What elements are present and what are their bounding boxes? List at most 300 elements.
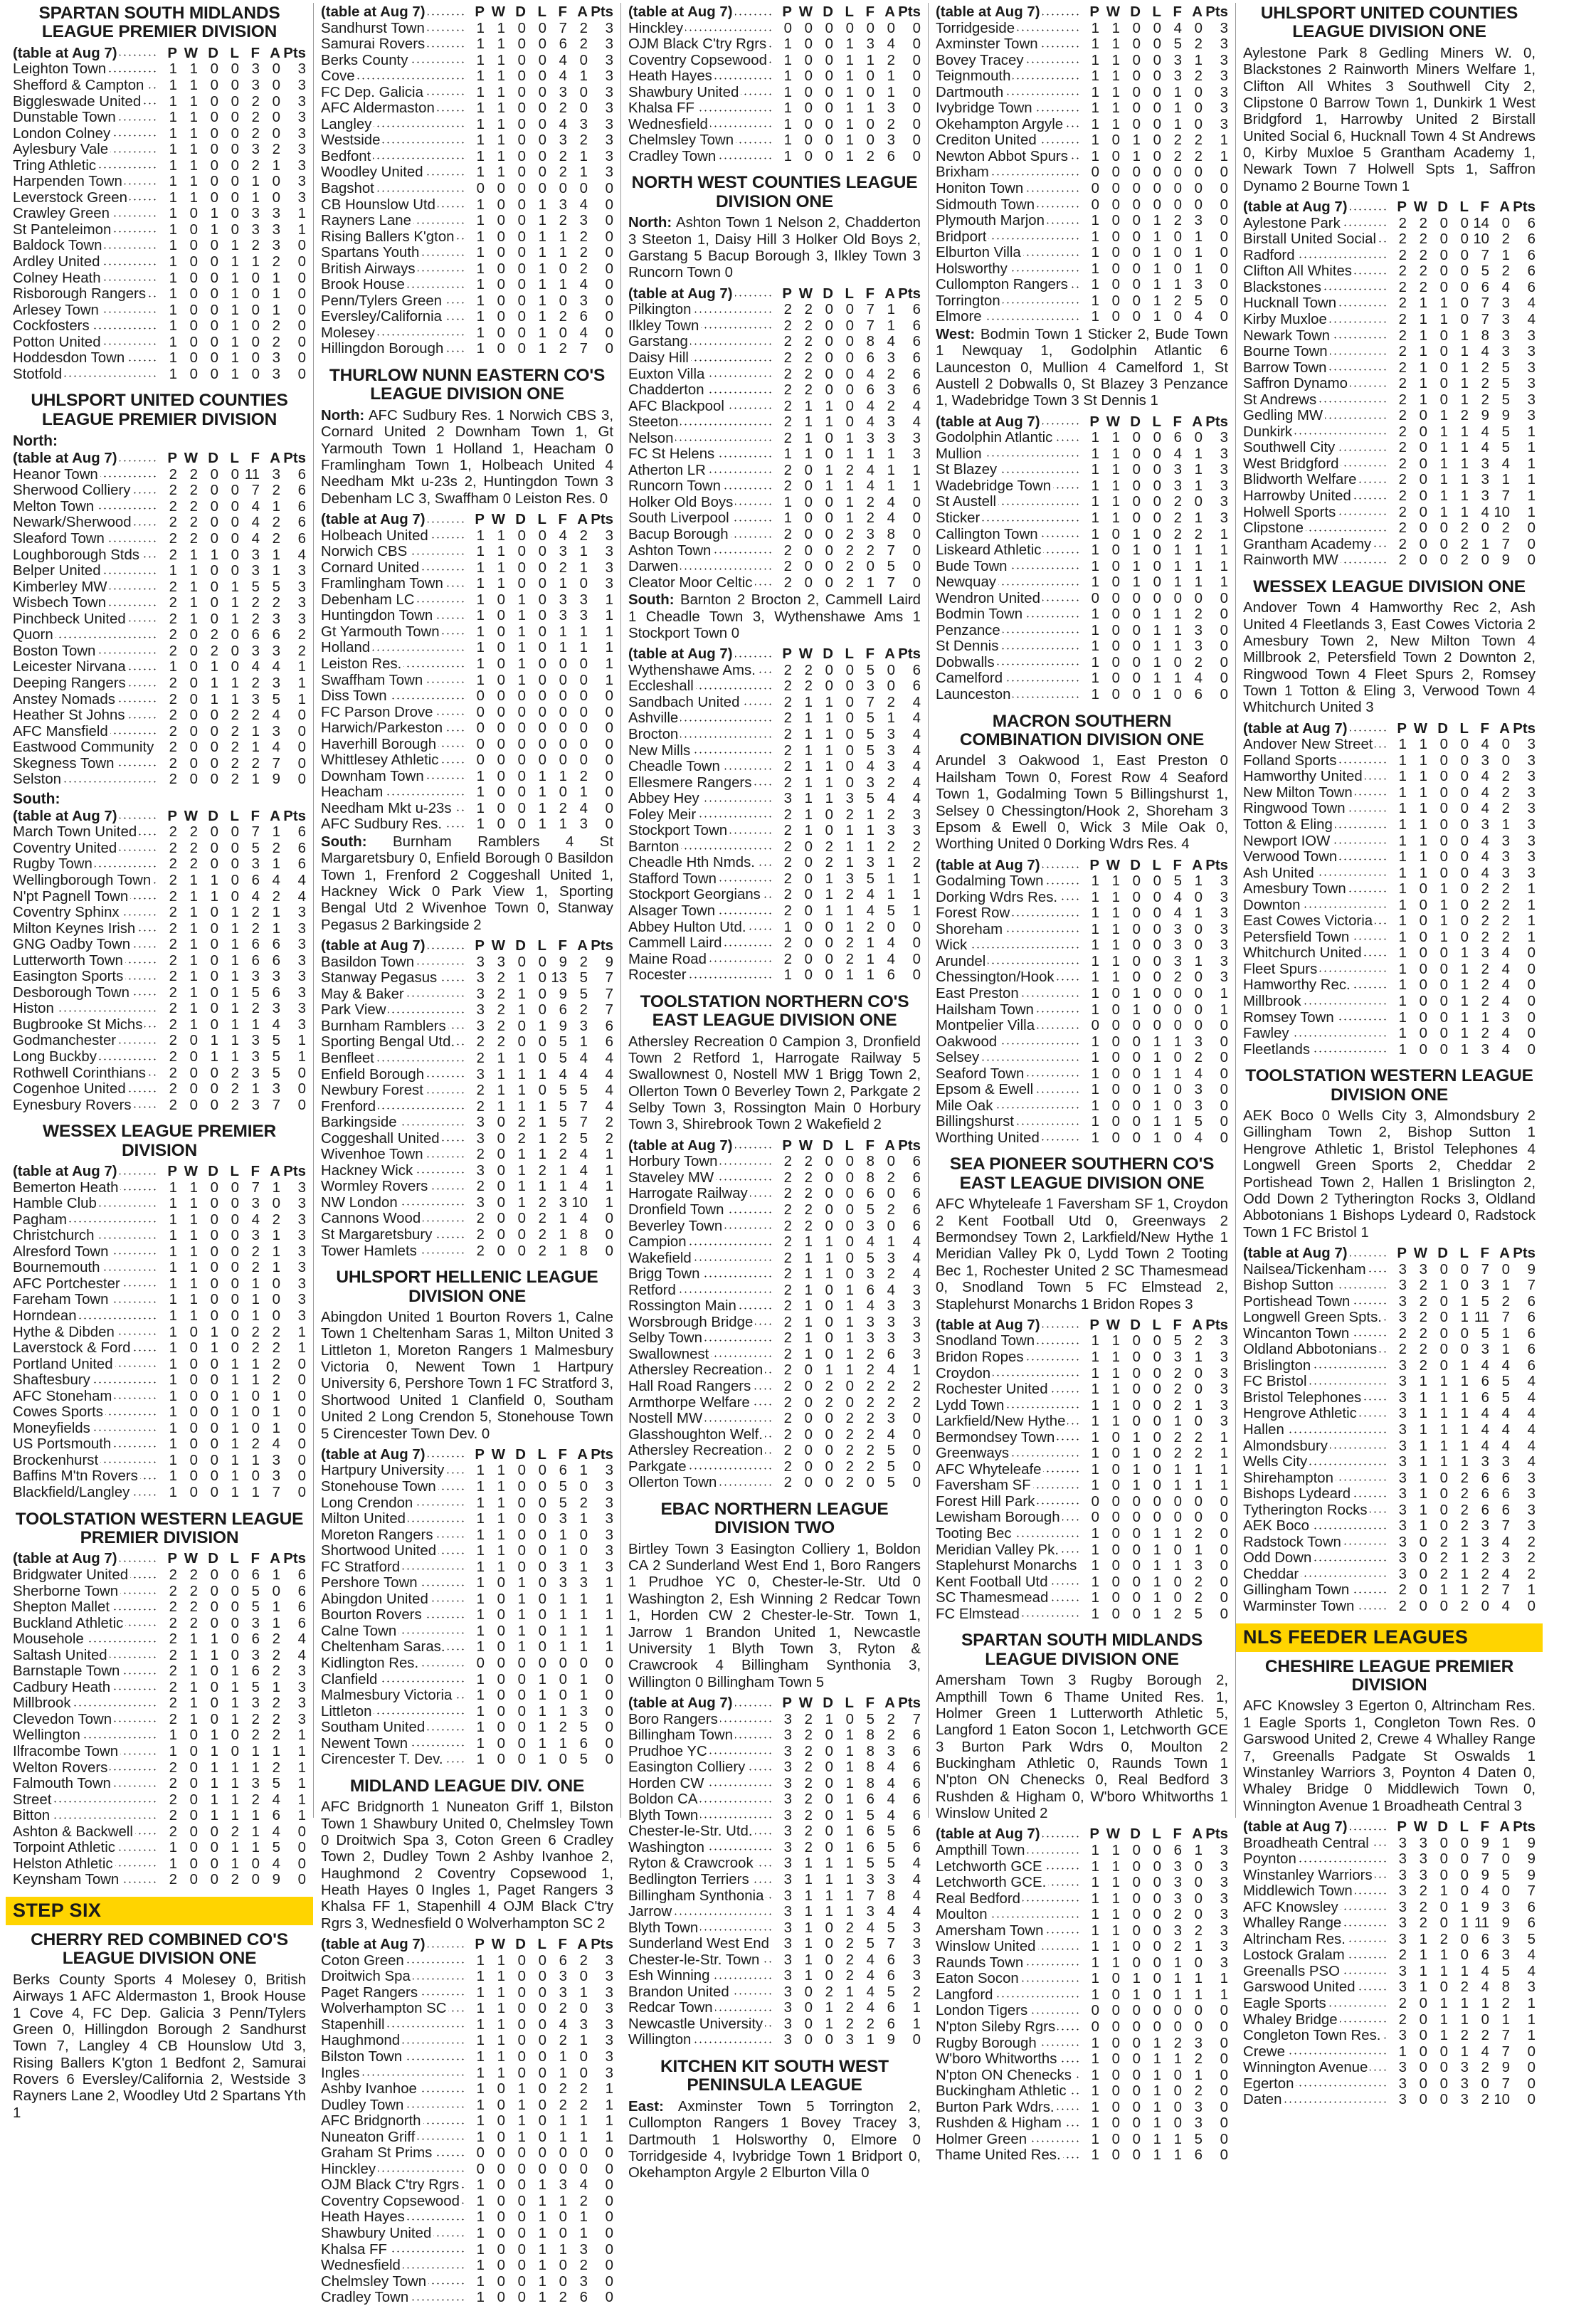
- stat-d: 0: [1439, 376, 1448, 392]
- stat-p: 1: [169, 1468, 177, 1485]
- stat-a: 3: [272, 238, 280, 254]
- stat-l: 1: [1460, 1026, 1469, 1042]
- stat-pts: 3: [1220, 116, 1228, 132]
- stat-w: 1: [1111, 478, 1120, 494]
- table-row: [1243, 1883, 1536, 1900]
- table-row: [936, 638, 1228, 655]
- stat-pts: 6: [1527, 215, 1536, 231]
- stat-a: 2: [887, 806, 895, 823]
- table-row: [321, 1211, 613, 1227]
- stat-d: 0: [1132, 309, 1141, 325]
- stat-f: 4: [251, 498, 260, 515]
- stat-f: 3: [1481, 456, 1489, 472]
- stat-f: 5: [559, 1051, 567, 1067]
- stat-f: 3: [1173, 478, 1182, 494]
- stat-f: 3: [251, 856, 260, 873]
- stat-pts: 4: [912, 774, 921, 791]
- stat-w: 1: [1419, 1374, 1427, 1390]
- stat-d: 0: [1132, 1333, 1141, 1349]
- stat-p: 3: [783, 791, 792, 807]
- stat-f: 2: [1481, 2060, 1489, 2076]
- stat-a: 5: [1501, 423, 1510, 440]
- team-name: Gedling MW: [1243, 408, 1386, 424]
- stat-a: 4: [272, 1855, 280, 1872]
- stat-f: 9: [559, 954, 567, 970]
- stat-d: 0: [1439, 801, 1448, 817]
- stat-d: 0: [1132, 2099, 1141, 2115]
- stat-l: 0: [231, 93, 239, 110]
- league-table-toolstation-western-prem: [13, 1551, 306, 1888]
- stat-d: 0: [210, 78, 218, 93]
- stat-a: 0: [887, 662, 895, 678]
- team-name: Wivenhoe Town: [321, 1147, 464, 1163]
- stat-w: 0: [1419, 2028, 1427, 2044]
- stat-p: 1: [169, 174, 177, 190]
- stat-w: 2: [804, 662, 813, 678]
- league-table-toolstation-western-one: [1243, 1246, 1536, 1615]
- league-heading-cheshire-prem: CHESHIRE LEAGUE PREMIER DIVISION: [1264, 1656, 1514, 1695]
- stat-d: 0: [1439, 536, 1448, 552]
- table-header-l: L: [1152, 414, 1161, 430]
- stat-p: 1: [169, 189, 177, 206]
- stat-p: 0: [476, 181, 485, 197]
- stat-d: 0: [517, 260, 526, 277]
- stat-pts: 3: [297, 1196, 306, 1212]
- table-row: [321, 656, 613, 673]
- stat-pts: 0: [912, 52, 921, 68]
- stat-pts: 3: [605, 132, 613, 149]
- stat-d: 0: [517, 1543, 526, 1559]
- stat-p: 3: [1398, 1534, 1407, 1550]
- stat-w: 0: [1111, 2115, 1120, 2132]
- stat-d: 0: [517, 954, 526, 970]
- stat-f: 3: [1173, 68, 1182, 85]
- stat-w: 1: [189, 595, 198, 611]
- stat-d: 0: [1132, 20, 1141, 36]
- stat-l: 0: [1153, 905, 1161, 922]
- team-name: Axminster Town: [936, 36, 1079, 53]
- table-row: [13, 547, 306, 564]
- table-row: [13, 1824, 306, 1841]
- stat-w: 3: [1419, 1851, 1427, 1868]
- table-row: [13, 1856, 306, 1873]
- stat-f: 1: [559, 2241, 567, 2258]
- stat-pts: 0: [605, 736, 613, 752]
- table-row: [628, 21, 921, 37]
- stat-d: 2: [1439, 1534, 1448, 1550]
- stat-d: 1: [1132, 1461, 1141, 1478]
- table-row: [321, 2113, 613, 2129]
- stat-pts: 3: [605, 1559, 613, 1575]
- table-row: [936, 36, 1228, 53]
- team-name: Holland: [321, 640, 464, 656]
- table-row: [13, 1372, 306, 1389]
- stat-pts: 3: [1220, 1922, 1228, 1939]
- table-row: [321, 213, 613, 229]
- stat-p: 3: [783, 1888, 792, 1904]
- stat-a: 0: [1194, 196, 1203, 213]
- stat-d: 0: [517, 527, 526, 544]
- stat-d: 0: [210, 1468, 218, 1485]
- team-name: Greenalls PSO: [1243, 1964, 1386, 1980]
- stat-p: 1: [476, 293, 485, 309]
- stat-l: 0: [1460, 737, 1469, 753]
- stat-a: 1: [887, 887, 895, 903]
- team-name: Greenways: [936, 1446, 1079, 1462]
- stat-w: 0: [1419, 977, 1427, 994]
- stat-a: 4: [1501, 1026, 1510, 1042]
- stat-l: 0: [231, 1744, 239, 1760]
- stat-f: 2: [1481, 929, 1489, 945]
- stat-d: 0: [1439, 215, 1448, 231]
- stat-f: 0: [251, 286, 260, 302]
- team-name: Park View: [321, 1002, 464, 1018]
- table-header-p: P: [475, 1937, 485, 1953]
- stat-f: 2: [866, 919, 874, 935]
- stat-a: 9: [1501, 408, 1510, 424]
- stat-pts: 1: [605, 672, 613, 688]
- stat-w: 1: [1111, 36, 1120, 53]
- league-table-wessex-div-one: [1243, 721, 1536, 1058]
- stat-d: 0: [517, 1969, 526, 1985]
- stat-l: 0: [845, 774, 854, 791]
- stat-d: 0: [1439, 816, 1448, 833]
- stat-d: 0: [1132, 1907, 1141, 1923]
- stat-pts: 3: [1220, 462, 1228, 478]
- stat-p: 3: [1398, 1867, 1407, 1883]
- table-header-p: P: [1089, 1826, 1099, 1843]
- stat-pts: 3: [605, 52, 613, 68]
- stat-f: 2: [866, 510, 874, 527]
- table-row: [936, 937, 1228, 954]
- stat-a: 1: [579, 544, 588, 560]
- stat-p: 1: [1091, 1446, 1099, 1462]
- stat-a: 2: [272, 254, 280, 270]
- stat-f: 1: [559, 2049, 567, 2065]
- team-name: AFC Aldermaston: [321, 100, 464, 117]
- stat-pts: 3: [297, 110, 306, 126]
- league-table-hellenic: [321, 1447, 613, 1768]
- stat-l: 1: [845, 1888, 854, 1904]
- stat-l: 1: [1153, 2147, 1161, 2164]
- table-row: [1243, 737, 1536, 753]
- stat-p: 2: [169, 1599, 177, 1616]
- stat-l: 1: [1153, 1033, 1161, 1050]
- stat-p: 1: [1091, 1478, 1099, 1494]
- stat-w: 0: [804, 510, 813, 527]
- stat-p: 0: [1091, 1510, 1099, 1526]
- team-name: Sidmouth Town: [936, 197, 1079, 214]
- stat-d: 0: [825, 967, 833, 984]
- stat-w: 1: [1419, 391, 1427, 408]
- team-name: Winstanley Warriors: [1243, 1868, 1386, 1884]
- table-row: [321, 1953, 613, 1969]
- stat-w: 0: [497, 1623, 505, 1639]
- stat-f: 2: [559, 309, 567, 325]
- stat-p: 1: [1091, 1558, 1099, 1574]
- stat-d: 0: [210, 93, 218, 110]
- stat-a: 2: [579, 527, 588, 544]
- stat-pts: 6: [297, 856, 306, 873]
- table-row: [936, 1130, 1228, 1147]
- stat-p: 1: [169, 1452, 177, 1468]
- stat-w: 0: [497, 608, 505, 624]
- stat-a: 7: [1501, 1582, 1510, 1599]
- stat-f: 4: [866, 1234, 874, 1251]
- stat-f: 2: [251, 707, 260, 724]
- stat-d: 0: [825, 382, 833, 399]
- stat-l: 1: [538, 1147, 546, 1163]
- team-name: Staveley MW: [628, 1170, 771, 1186]
- table-row: [628, 1791, 921, 1808]
- table-row: [936, 1018, 1228, 1034]
- stat-d: 0: [517, 559, 526, 576]
- team-name: Colney Heath: [13, 270, 157, 287]
- stat-w: 0: [1111, 1606, 1120, 1622]
- stat-l: 2: [845, 1443, 854, 1459]
- league-table-ebac: [628, 1695, 921, 2048]
- stat-pts: 1: [1527, 488, 1536, 504]
- stat-pts: 1: [1220, 558, 1228, 574]
- stat-f: 4: [1481, 1357, 1489, 1374]
- stat-w: 1: [1111, 905, 1120, 922]
- table-row: [628, 575, 921, 591]
- team-name: Chester-le-Str. Utd.: [628, 1823, 771, 1840]
- stat-l: 0: [231, 888, 239, 905]
- stat-pts: 4: [1527, 1963, 1536, 1979]
- table-row: [936, 2068, 1228, 2084]
- stat-d: 2: [1439, 1931, 1448, 1947]
- stat-f: 4: [251, 1211, 260, 1228]
- stat-pts: 0: [1527, 2043, 1536, 2060]
- stat-f: 1: [251, 739, 260, 756]
- stat-a: 4: [887, 510, 895, 527]
- table-row: [13, 595, 306, 611]
- stat-p: 1: [476, 1463, 485, 1479]
- team-name: Shawbury United: [321, 2226, 464, 2242]
- team-name: Esh Winning: [628, 1968, 771, 1984]
- stat-pts: 3: [1220, 1397, 1228, 1413]
- stat-f: 2: [1173, 1446, 1182, 1462]
- table-row: [13, 238, 306, 254]
- team-name: Penzance: [936, 623, 1079, 639]
- stat-a: 2: [272, 595, 280, 611]
- stat-p: 1: [476, 1511, 485, 1527]
- table-row: [13, 889, 306, 905]
- table-row: [321, 1559, 613, 1576]
- stat-d: 0: [1132, 953, 1141, 969]
- stat-pts: 0: [912, 132, 921, 149]
- stat-f: 5: [866, 710, 874, 727]
- table-header-f: F: [558, 1937, 567, 1953]
- team-name: Ilfracombe Town: [13, 1744, 157, 1760]
- stat-l: 0: [231, 1599, 239, 1616]
- table-header-f: F: [558, 4, 567, 20]
- stat-p: 1: [1091, 1526, 1099, 1542]
- team-name: Montpelier Villa: [936, 1018, 1079, 1034]
- stat-l: 1: [845, 446, 854, 463]
- stat-w: 0: [1419, 1041, 1427, 1058]
- stat-p: 1: [783, 132, 792, 149]
- stat-p: 2: [169, 1033, 177, 1049]
- stat-d: 0: [210, 1372, 218, 1389]
- team-name: Euxton Villa: [628, 367, 771, 383]
- stat-pts: 4: [605, 1051, 613, 1067]
- stat-f: 2: [1481, 391, 1489, 408]
- stat-a: 6: [887, 1346, 895, 1362]
- table-header-a: A: [1192, 414, 1203, 430]
- stat-a: 0: [579, 100, 588, 117]
- stat-d: 0: [517, 1495, 526, 1511]
- stat-l: 0: [231, 189, 239, 206]
- stat-l: 0: [231, 61, 239, 78]
- stat-l: 1: [231, 595, 239, 611]
- table-row: [13, 756, 306, 772]
- stat-l: 0: [231, 1308, 239, 1324]
- stat-f: 1: [251, 254, 260, 270]
- stat-w: 1: [804, 1888, 813, 1904]
- stat-pts: 3: [1220, 1890, 1228, 1907]
- stat-p: 1: [476, 1984, 485, 2001]
- stat-p: 2: [169, 1567, 177, 1584]
- stat-l: 0: [231, 125, 239, 142]
- team-name: Brandon United: [628, 1984, 771, 2001]
- stat-pts: 6: [1527, 1293, 1536, 1310]
- stat-l: 2: [1460, 2028, 1469, 2044]
- team-name: Brook House: [321, 277, 464, 293]
- stat-pts: 0: [1220, 638, 1228, 655]
- stat-f: 0: [1173, 1130, 1182, 1146]
- stat-f: 1: [559, 1623, 567, 1639]
- stat-pts: 0: [1220, 670, 1228, 687]
- stat-a: 3: [887, 823, 895, 839]
- stat-l: 0: [1153, 1842, 1161, 1858]
- stat-pts: 3: [605, 2049, 613, 2065]
- stat-a: 0: [887, 919, 895, 935]
- stat-pts: 6: [1527, 1325, 1536, 1342]
- stat-l: 1: [845, 1743, 854, 1759]
- team-name: Letchworth GCE.: [936, 1875, 1079, 1891]
- table-row: [13, 1792, 306, 1809]
- stat-d: 0: [1132, 1381, 1141, 1398]
- stat-a: 4: [579, 800, 588, 816]
- stat-w: 1: [1111, 953, 1120, 969]
- stat-f: 2: [559, 2290, 567, 2306]
- stat-f: 1: [251, 1292, 260, 1308]
- team-name: Cadbury Heath: [13, 1680, 157, 1696]
- stat-f: 1: [1173, 542, 1182, 559]
- table-header-w: W: [184, 1551, 198, 1567]
- stat-f: 0: [1481, 1598, 1489, 1614]
- stat-pts: 0: [605, 752, 613, 769]
- stat-a: 7: [1501, 488, 1510, 504]
- stat-l: 1: [231, 318, 239, 335]
- stat-f: 4: [559, 68, 567, 85]
- table-row: [936, 2132, 1228, 2148]
- stat-a: 1: [1194, 953, 1203, 969]
- stat-f: 1: [1173, 1413, 1182, 1430]
- stat-f: 0: [559, 704, 567, 720]
- table-row: [628, 1395, 921, 1411]
- stat-pts: 0: [297, 1097, 306, 1113]
- stat-l: 2: [1460, 536, 1469, 552]
- stat-d: 0: [1439, 833, 1448, 849]
- table-row: [1243, 1582, 1536, 1599]
- stat-d: 0: [210, 1196, 218, 1212]
- stat-p: 0: [476, 2145, 485, 2162]
- table-row: [628, 431, 921, 447]
- stat-d: 0: [517, 752, 526, 769]
- stat-l: 0: [1153, 590, 1161, 606]
- stat-f: 2: [866, 2016, 874, 2032]
- team-name: Holbeach United: [321, 528, 464, 544]
- stat-f: 1: [1173, 1971, 1182, 1987]
- stat-pts: 3: [1220, 953, 1228, 969]
- team-name: Holwell Sports: [1243, 505, 1386, 521]
- table-row: [13, 190, 306, 206]
- stat-a: 8: [887, 1888, 895, 1904]
- stat-a: 10: [571, 1194, 588, 1211]
- team-name: Almondsbury: [1243, 1438, 1386, 1455]
- stat-w: 0: [1111, 1018, 1120, 1034]
- team-name: Barnton: [628, 839, 771, 855]
- stat-f: 9: [1481, 1835, 1489, 1851]
- stat-l: 1: [1460, 1389, 1469, 1406]
- stat-p: 1: [169, 302, 177, 318]
- stat-a: 5: [887, 1984, 895, 2000]
- stat-a: 1: [579, 1623, 588, 1639]
- stat-d: 0: [210, 498, 218, 515]
- stat-d: 1: [1439, 1883, 1448, 1900]
- stat-d: 1: [517, 1083, 526, 1099]
- stat-a: 0: [272, 78, 280, 93]
- stat-f: 0: [251, 270, 260, 286]
- stat-pts: 4: [1527, 1454, 1536, 1470]
- team-name: Amesbury Town: [1243, 881, 1386, 897]
- stat-l: 0: [1153, 1939, 1161, 1955]
- stat-p: 1: [476, 1575, 485, 1591]
- stat-w: 1: [497, 2016, 505, 2033]
- stat-p: 1: [1091, 654, 1099, 670]
- stat-f: 2: [866, 1394, 874, 1411]
- stat-f: 2: [251, 110, 260, 126]
- stat-a: 2: [1194, 1333, 1203, 1349]
- table-row: [936, 905, 1228, 922]
- stat-w: 0: [804, 148, 813, 164]
- stat-f: 2: [559, 341, 567, 357]
- stat-l: 0: [1460, 263, 1469, 280]
- stat-a: 3: [579, 1018, 588, 1034]
- stat-pts: 3: [1220, 52, 1228, 68]
- stat-l: 0: [1460, 865, 1469, 881]
- team-name: Cove: [321, 68, 464, 85]
- stat-w: 1: [189, 1679, 198, 1695]
- stat-w: 0: [1111, 260, 1120, 277]
- stat-f: 9: [559, 986, 567, 1002]
- table-header-w: W: [1106, 857, 1120, 873]
- stat-f: 1: [559, 1639, 567, 1655]
- stat-a: 1: [1501, 1835, 1510, 1851]
- stat-f: 3: [559, 1194, 567, 1211]
- stat-w: 0: [189, 1759, 198, 1776]
- stat-p: 3: [1398, 1883, 1407, 1900]
- team-name: Falmouth Town: [13, 1776, 157, 1792]
- stat-d: 0: [825, 116, 833, 132]
- stat-w: 0: [1111, 2035, 1120, 2051]
- team-name: Berks County: [321, 53, 464, 69]
- stat-p: 1: [1091, 1333, 1099, 1349]
- stat-pts: 1: [605, 1147, 613, 1163]
